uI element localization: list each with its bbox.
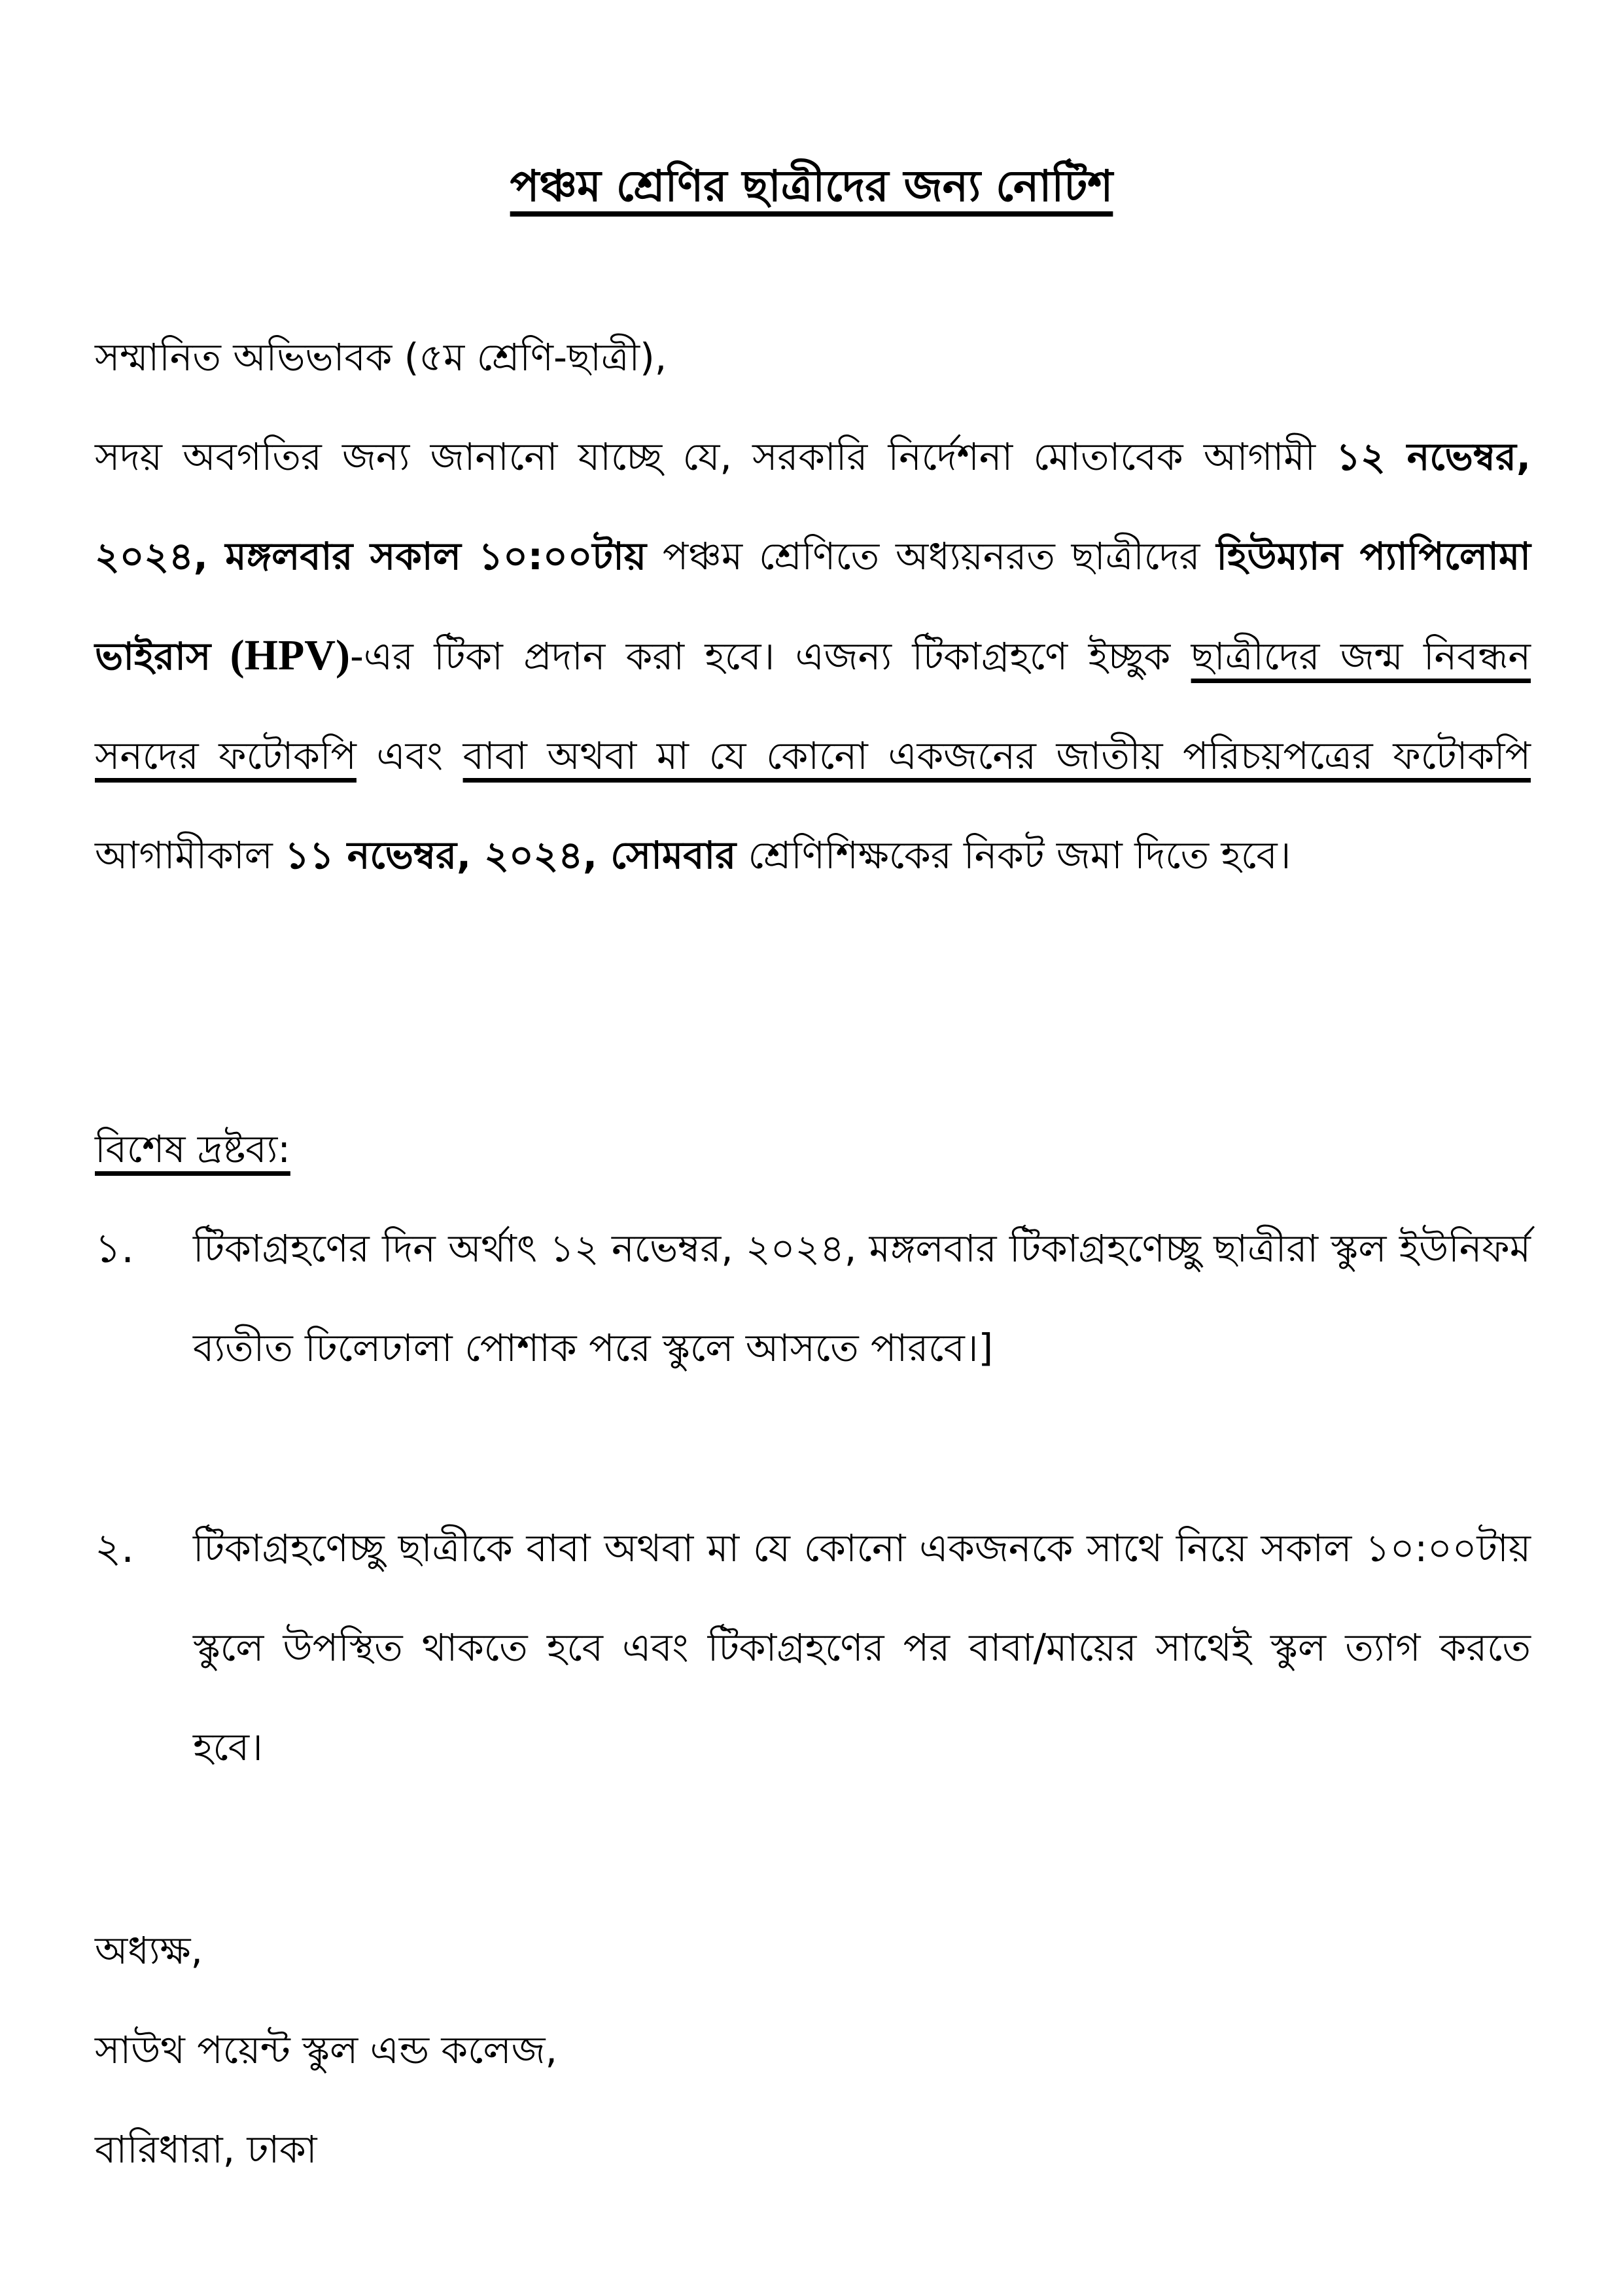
vaccination-date: ১২ নভেম্বর, ২০২৪, মঙ্গলবার সকাল ১০:০০টায় [95, 434, 1531, 578]
submission-date: ১১ নভেম্বর, ২০২৪, সোমবার [285, 833, 737, 877]
notice-title-text: পঞ্চম শ্রেণির ছাত্রীদের জন্য নোটিশ [510, 161, 1113, 211]
notice-title [0, 150, 1623, 222]
signature-designation: অধ্যক্ষ, [95, 1928, 203, 1973]
note-text: টিকাগ্রহণেচ্ছু ছাত্রীকে বাবা অথবা মা যে কোনো একজনকে সাথে নিয়ে সকাল ১০:০০টায় স্কুলে উপস্থিত থাকতে হবে এবং টিকাগ্রহণের পর বাবা/মায়ের সাথেই স্কুল ত্যাগ করতে হবে। [193, 1526, 1531, 1769]
note-list-item [95, 1199, 1531, 1398]
vaccine-name: হিউম্যান প্যাপিলোমা ভাইরাস [95, 534, 1531, 679]
note-number: ২. [95, 1524, 135, 1572]
para-text-3: -এর টিকা প্রদান করা হবে। এজন্য টিকাগ্রহণে ইচ্ছুক [349, 634, 1191, 679]
note-text: টিকাগ্রহণের দিন অর্থাৎ ১২ নভেম্বর, ২০২৪, মঙ্গলবার টিকাগ্রহণেচ্ছু ছাত্রীরা স্কুল ইউনিফর্ম ব্যতীত ঢিলেঢালা পোশাক পরে স্কুলে আসতে পারবে।] [193, 1226, 1531, 1370]
salutation: সম্মানিত অভিভাবক (৫ম শ্রেণি-ছাত্রী), [95, 335, 667, 380]
signature-institution: সাউথ পয়েন্ট স্কুল এন্ড কলেজ, [95, 2028, 557, 2072]
para-text-5: আগামীকাল [95, 833, 285, 877]
hpv-abbreviation: (HPV) [211, 631, 350, 679]
notice-paragraph [95, 407, 1531, 905]
para-text-4: এবং [356, 733, 463, 778]
para-text-2: পঞ্চম শ্রেণিতে অধ্যয়নরত ছাত্রীদের [646, 534, 1217, 578]
para-text-6: শ্রেণিশিক্ষকের নিকট জমা দিতে হবে। [736, 833, 1291, 877]
para-text-1: সদয় অবগতির জন্য জানানো যাচ্ছে যে, সরকারি নির্দেশনা মোতাবেক আগামী [95, 434, 1336, 479]
signature-block [95, 1901, 557, 2199]
notes-heading [95, 1099, 1531, 1199]
required-document-parent-nid: বাবা অথবা মা যে কোনো একজনের জাতীয় পরিচয়পত্রের ফটোকপি [462, 733, 1531, 778]
notes-heading-text: বিশেষ দ্রষ্টব্য: [95, 1127, 290, 1171]
required-document-birth-certificate: ছাত্রীদের জন্ম নিবন্ধন সনদের ফটোকপি [95, 634, 1531, 778]
note-list-item [95, 1498, 1531, 1797]
signature-location: বারিধারা, ঢাকা [95, 2127, 317, 2172]
note-number: ১. [95, 1224, 134, 1272]
